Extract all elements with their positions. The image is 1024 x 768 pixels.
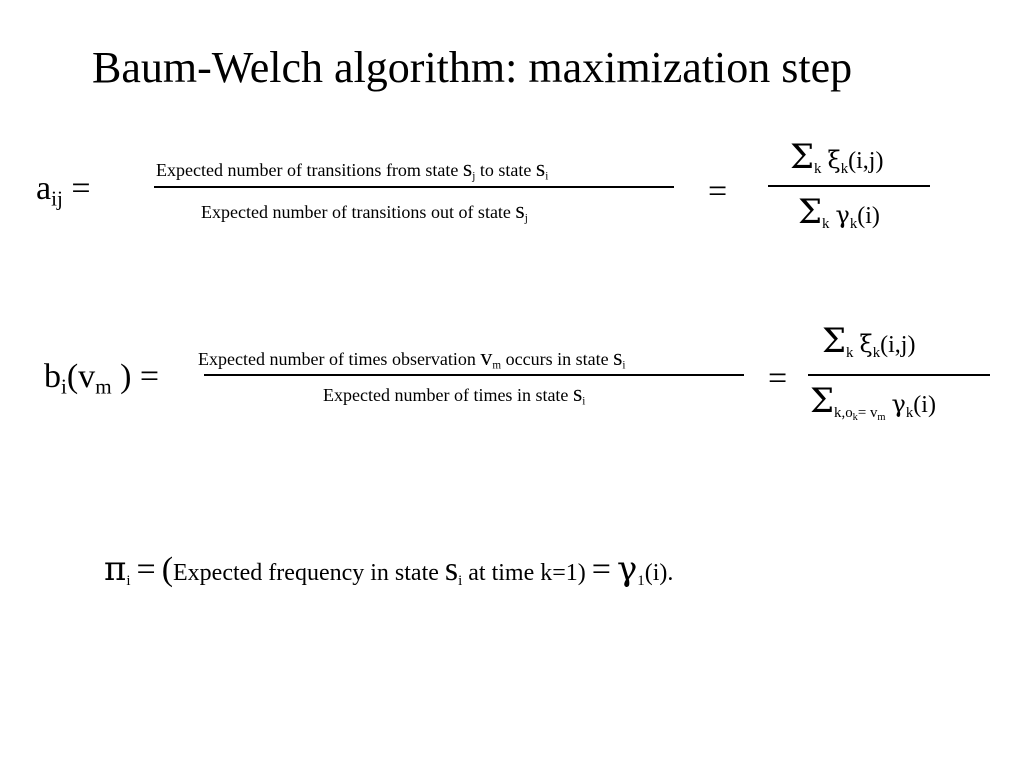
eq2-rhs-den-sub-d: m (877, 411, 886, 423)
eq1-num-s: s (462, 156, 473, 182)
eq2-rhs-den-sigma: Σ (810, 381, 835, 421)
eq2-lhs-open: (v (66, 358, 96, 395)
eq1-rhs-num-sigma: Σ (790, 137, 815, 177)
eq2-rhs-den-args: (i) (913, 392, 936, 418)
eq1-den-s-sub: j (524, 212, 528, 225)
eq2-equals2: = (768, 360, 788, 397)
eq2-rhs-num-args: (i,j) (880, 332, 916, 358)
eq2-numerator (198, 346, 626, 370)
eq1-rhs-den-sigma-sub: k (822, 215, 830, 232)
eq2-rhs-den-gamma-sub: k (905, 404, 914, 421)
eq2-rhs-num-xi-sub: k (872, 344, 881, 361)
eq1-rhs-num-xi: ξ (827, 146, 841, 174)
eq2-lhs-vsub: m (95, 374, 112, 399)
eq2-lhs-var: b (44, 358, 61, 395)
eq2-denominator (323, 382, 585, 406)
eq2-equals: = (139, 358, 160, 395)
eq1-den-text: Expected number of transitions out of state (201, 202, 511, 222)
eq1-rhs-num-args: (i,j) (848, 148, 884, 174)
eq1-equals2: = (708, 173, 728, 210)
eq1-lhs (36, 170, 91, 211)
eq1-fraction-bar (154, 186, 674, 188)
eq2-num-text: Expected number of times observation (198, 349, 476, 369)
eq2-den-s: s (572, 381, 583, 407)
eq2-num-s: s (613, 345, 623, 371)
eq2-den-s-sub: i (582, 395, 586, 408)
eq2-num-text2: occurs in state (505, 349, 609, 369)
eq1-den-s: s (515, 198, 525, 224)
eq2-lhs-sub: i (61, 374, 67, 399)
eq3-open-paren: ( (161, 551, 174, 588)
eq3-lhs-pi: π (104, 549, 127, 589)
eq1-denominator (201, 199, 528, 223)
eq3-k-expr: k=1) (540, 560, 586, 586)
eq3-gamma-args: (i). (644, 560, 674, 586)
eq2-rhs-fraction-bar (808, 374, 990, 376)
eq3-lhs-sub: i (126, 572, 131, 589)
eq1-num-s-sub: j (472, 170, 476, 183)
eq1-rhs-den-sigma: Σ (798, 192, 823, 232)
eq3-gamma: γ (616, 549, 638, 589)
eq2-rhs-num-sigma: Σ (822, 321, 847, 361)
eq2-rhs-den-sub-c: = v (857, 404, 878, 421)
eq2-den-text: Expected number of times in state (323, 385, 569, 405)
eq2-rhs-denominator (810, 381, 936, 423)
eq1-rhs-den-gamma-sub: k (849, 215, 858, 232)
eq3-s-sub: i (458, 572, 463, 589)
eq1-equals: = (71, 170, 91, 207)
eq1-num-state2: state (498, 160, 532, 180)
eq2-rhs-numerator (822, 321, 916, 361)
eq1-numerator (156, 157, 548, 181)
eq3-s: s (444, 551, 459, 588)
eq2-lhs (44, 358, 160, 399)
eq2-num-s-sub: i (622, 359, 626, 372)
eq3-text2: at time (468, 560, 535, 586)
eq3-text: Expected frequency in state (173, 560, 439, 586)
eq2-rhs-den-sub-b: k (852, 411, 858, 423)
eq2-num-v: v (480, 345, 493, 371)
eq1-rhs-numerator (790, 137, 884, 177)
eq1-rhs-den-args: (i) (857, 203, 880, 229)
eq1-num-s2-sub: i (545, 170, 549, 183)
slide-title: Baum-Welch algorithm: maximization step (92, 43, 853, 92)
eq3-gamma-sub: 1 (637, 572, 645, 589)
eq1-rhs-fraction-bar (768, 185, 930, 187)
eq1-rhs-denominator (798, 192, 880, 232)
eq2-lhs-close: ) (120, 358, 132, 395)
eq1-rhs-num-xi-sub: k (840, 160, 849, 177)
eq1-rhs-num-sigma-sub: k (814, 160, 822, 177)
eq1-lhs-var: a (36, 170, 52, 207)
eq2-rhs-den-sigma-sub (834, 405, 885, 421)
eq2-rhs-num-sigma-sub: k (846, 344, 854, 361)
eq2-fraction-bar (204, 374, 744, 376)
eq2-rhs-num-xi: ξ (859, 330, 873, 358)
eq1-lhs-sub: ij (51, 186, 63, 211)
eq1-rhs-den-gamma: γ (835, 201, 850, 229)
eq3-equals: = (136, 551, 156, 588)
eq1-num-text: Expected number of transitions from state (156, 160, 459, 180)
eq2-num-v-sub: m (492, 359, 502, 372)
eq3-equals2: = (591, 551, 611, 588)
eq2-rhs-den-gamma: γ (891, 390, 906, 418)
eq1-num-s2: s (535, 156, 546, 182)
equation-initial-probability (104, 549, 674, 589)
eq1-num-to: to (479, 160, 494, 180)
eq2-rhs-den-sub-a: k,o (834, 404, 853, 421)
